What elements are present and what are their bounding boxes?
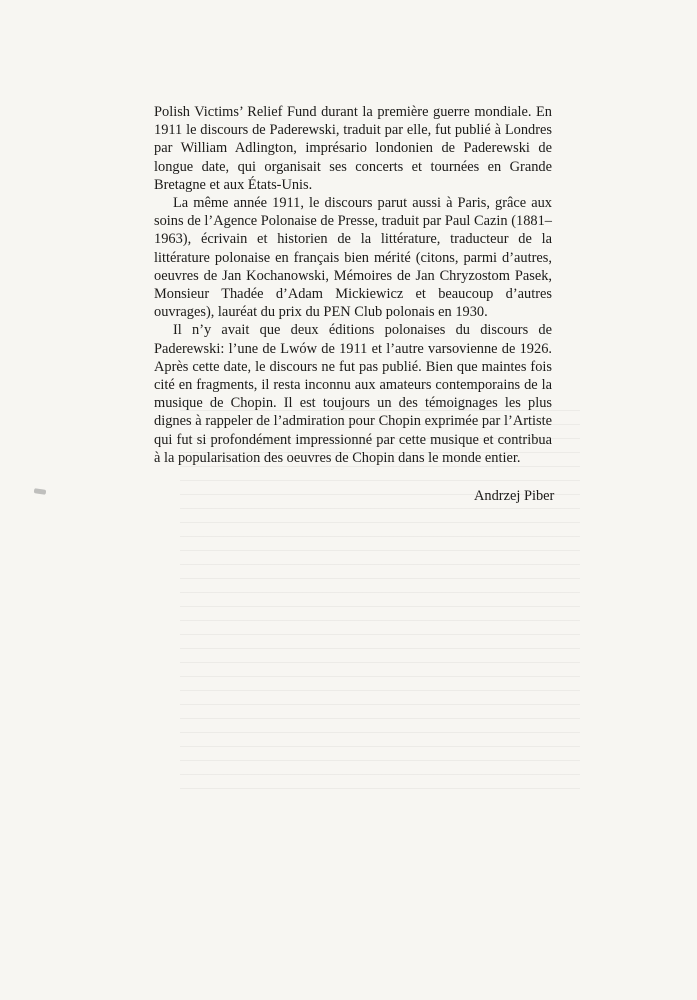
paper-mark	[34, 488, 47, 495]
paragraph-3: Il n’y avait que deux éditions polonaises du discours de Paderewski: l’une de Lwów de 1911 et l’autre varsovienne de 1926. Après cette date, le discours ne fut pas publié. Bien que maintes fois cité en fragments, il resta inconnu aux amateurs contemporains de la musique de Chopin. Il est toujours un des témoignages les plus dignes à rappeler de l’admiration pour Chopin exprimée par l’Artiste qui fut si profondément impressionné par cette musique et contribua à la popularisation des oeuvres de Chopin dans le monde entier.	[154, 322, 552, 466]
paragraph-1: Polish Victims’ Relief Fund durant la première guerre mondiale. En 1911 le discours de Paderewski, traduit par elle, fut publié à Londres par William Adlington, imprésario londonien de Paderewski de longue date, qui organisait ses concerts et tournées en Grande Bretagne et aux États-Unis.	[154, 104, 552, 193]
body-text	[154, 103, 552, 467]
author-signature: Andrzej Piber	[474, 488, 555, 504]
paragraph-2: La même année 1911, le discours parut aussi à Paris, grâce aux soins de l’Agence Polonaise de Presse, traduit par Paul Cazin (1881–1963), écrivain et historien de la littérature, traducteur de la littérature polonaise en français bien mérité (citons, parmi d’autres, oeuvres de Jan Kochanowski, Mémoires de Jan Chryzostom Pasek, Monsieur Thadée d’Adam Mickiewicz et beaucoup d’autres ouvrages), lauréat du prix du PEN Club polonais en 1930.	[154, 195, 552, 321]
